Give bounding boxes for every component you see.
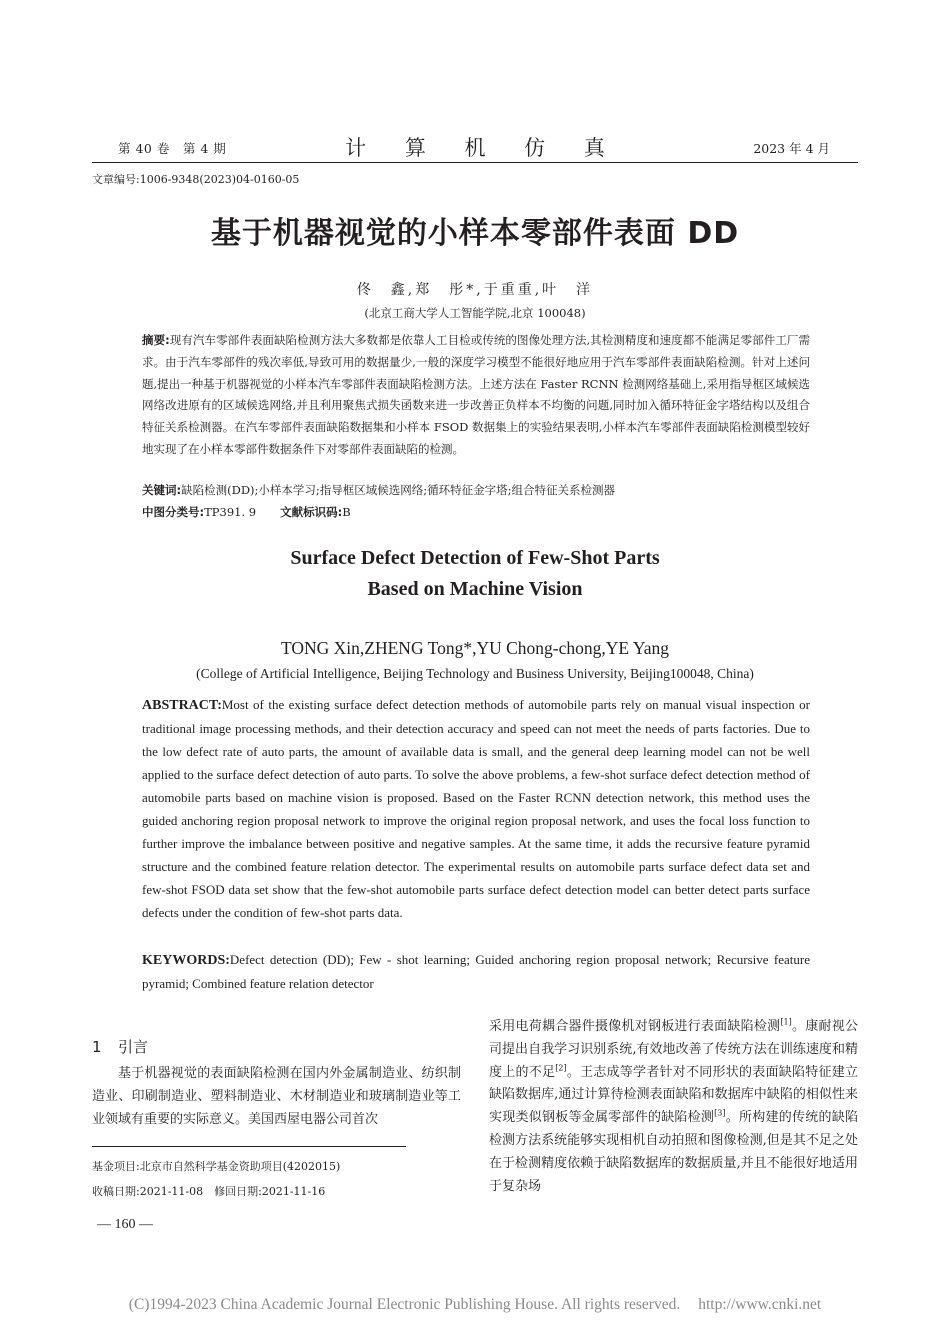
section-heading	[92, 1036, 148, 1057]
left-column-text	[92, 1063, 461, 1131]
right-text-2: 。康耐视公司提出自我学习识别系统,有效地改善了传统方法在训练速度和精度上的不足	[489, 1019, 858, 1080]
issue-date: 2023 年 4 月	[753, 141, 830, 156]
en-abstract-text: Most of the existing surface defect detection methods of automobile parts rely on manual visual inspection or traditional image processing methods, and their detection accuracy and speed can not meet the needs of parts factories. Due to the low defect rate of auto parts, the amount of available data is small, and the general deep learning model can not be well applied to the surface defect detection of auto parts. To solve the above problems, a few-shot surface defect detection method of automobile parts based on machine vision is proposed. Based on the Faster RCNN detection network, this method uses the guided anchoring region proposal network to improve the original region proposal network, and uses the focal loss function to further improve the imbalance between positive and negative samples. At the same time, it adds the recursive feature pyramid structure and the combined feature relation detector. The experimental results on automobile parts surface defect data set and few-shot FSOD data set show that the few-shot automobile parts surface defect detection model can better detect parts surface defects under the condition of few-shot parts data.	[142, 697, 810, 920]
citation-3[interactable]: [3]	[714, 1108, 726, 1118]
cn-title: 基于机器视觉的小样本零部件表面 DD	[210, 216, 740, 251]
clc-value: TP391. 9	[204, 505, 257, 519]
en-keywords-text: Defect detection (DD); Few - shot learning; Guided anchoring region proposal network; Recursive feature pyramid; Combined feature relation detector	[142, 952, 810, 991]
right-text-3: 。王志成等学者针对不同形状的表面缺陷特征建立缺陷数据库,通过计算待检测表面缺陷和数据库中缺陷的相似性来实现类似钢板等金属零部件的缺陷检测	[489, 1064, 858, 1126]
footnote-fund: 基金项目:北京市自然科学基金资助项目(4202015)	[92, 1160, 341, 1173]
en-keywords	[142, 948, 810, 995]
citation-1[interactable]: [1]	[780, 1017, 792, 1027]
header-rule	[92, 162, 858, 163]
journal-name: 计 算 机 仿 真	[345, 136, 621, 160]
right-text-1: 采用电荷耦合器件摄像机对钢板进行表面缺陷检测	[489, 1019, 781, 1034]
en-keywords-label: KEYWORDS:	[142, 953, 230, 968]
article-number: 文章编号:1006-9348(2023)04-0160-05	[92, 173, 300, 186]
cn-keywords	[142, 480, 810, 502]
copyright-url[interactable]: http://www.cnki.net	[698, 1296, 822, 1313]
cn-keywords-label: 关键词:	[142, 483, 182, 497]
en-authors: TONG Xin,ZHENG Tong*,YU Chong-chong,YE Yang	[281, 638, 669, 658]
citation-2[interactable]: [2]	[555, 1063, 567, 1073]
section-number: 1	[92, 1038, 102, 1056]
copyright-text: (C)1994-2023 China Academic Journal Electronic Publishing House. All rights reserved.	[128, 1296, 681, 1313]
clc-label: 中图分类号:	[142, 505, 205, 519]
cn-affiliation: (北京工商大学人工智能学院,北京 100048)	[364, 306, 586, 320]
copyright-notice	[0, 1296, 950, 1314]
en-title-line2: Based on Machine Vision	[367, 578, 583, 600]
right-column-text	[489, 1016, 858, 1198]
en-title-line1: Surface Defect Detection of Few-Shot Parts	[290, 547, 660, 569]
section-title: 引言	[118, 1038, 149, 1056]
cn-abstract-text: 现有汽车零部件表面缺陷检测方法大多数都是依靠人工目检或传统的图像处理方法,其检测精度和速度都不能满足零部件工厂需求。由于汽车零部件的残次率低,导致可用的数据量少,一般的深度学习模型不能很好地应用于汽车零部件表面缺陷检测。针对上述问题,提出一种基于机器视觉的小样本汽车零部件表面缺陷检测方法。上述方法在 Faster RCNN 检测网络基础上,采用指导框区域候选网络改进原有的区域候选网络,并且利用聚焦式损失函数来进一步改善正负样本不均衡的问题,同时加入循环特征金字塔结构以及组合特征关系检测器。在汽车零部件表面缺陷数据集和小样本 FSOD 数据集上的实验结果表明,小样本汽车零部件表面缺陷检测模型较好地实现了在小样本零部件数据条件下对零部件表面缺陷的检测。	[142, 333, 810, 456]
cn-authors: 佟 鑫,郑 彤*,于重重,叶 洋	[356, 282, 594, 298]
intro-paragraph: 基于机器视觉的表面缺陷检测在国内外金属制造业、纺织制造业、印刷制造业、塑料制造业、木材制造业和玻璃制造业等工业领域有重要的实际意义。美国西屋电器公司首次	[92, 1066, 461, 1127]
footnote-rule	[92, 1146, 406, 1147]
en-abstract-label: ABSTRACT:	[142, 698, 222, 713]
en-abstract	[142, 693, 810, 924]
en-affiliation: (College of Artificial Intelligence, Beijing Technology and Business University, Beijing100048, China)	[196, 666, 754, 681]
cn-abstract	[142, 330, 810, 461]
page-number: — 160 —	[97, 1217, 153, 1232]
cn-classification	[142, 502, 810, 524]
right-paragraph	[489, 1016, 858, 1198]
en-title	[0, 543, 950, 605]
footnote-dates: 收稿日期:2021-11-08 修回日期:2021-11-16	[92, 1185, 326, 1198]
doc-code-value: B	[342, 505, 351, 519]
cn-abstract-label: 摘要:	[142, 333, 170, 347]
doc-code-label: 文献标识码:	[280, 505, 343, 519]
volume-issue: 第 40 卷 第 4 期	[118, 141, 227, 156]
cn-keywords-text: 缺陷检测(DD);小样本学习;指导框区域候选网络;循环特征金字塔;组合特征关系检测器	[181, 483, 616, 497]
right-text-4: 。所构建的传统的缺陷检测方法系统能够实现相机自动拍照和图像检测,但是其不足之处在于检测精度依赖于缺陷数据库的数据质量,并且不能很好地适用于复杂场	[489, 1110, 858, 1194]
